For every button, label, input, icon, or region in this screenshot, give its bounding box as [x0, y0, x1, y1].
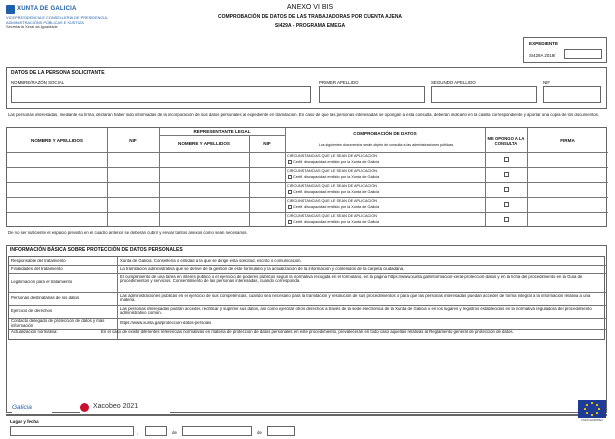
org-line3: Secretaría Xeral da Igualdade: [6, 24, 58, 29]
row-check-checkbox[interactable]: [288, 160, 292, 164]
table-row: [7, 197, 608, 212]
name-label: NOMBRE/RAZÓN SOCIAL: [11, 80, 65, 85]
nif-input[interactable]: [543, 86, 601, 103]
table-row: [7, 182, 608, 197]
row-check-line1: CIRCUNSTANCIAS QUE LE SEAN DE APLICACIÓN: [287, 199, 378, 203]
privacy-row-value: Las administraciones públicas en el ejercicio de sus competencias, cuando sea necesario para la tramitación y resolución de sus procedimientos o para que las personas interesadas puedan acceder de forma integral a la información relativa a una materia.: [120, 293, 591, 303]
signature-section: [6, 414, 607, 416]
org-name: XUNTA DE GALICIA: [17, 6, 77, 12]
privacy-row-label: Actualización normativa:: [11, 330, 58, 334]
privacy-row-label: Ejercicio de derechos: [11, 309, 53, 313]
page-subtitle: SI429A - PROGRAMA EMEGA: [274, 23, 346, 29]
oppose-checkbox[interactable]: [504, 157, 509, 162]
year-input[interactable]: [267, 426, 295, 436]
privacy-row-value: El cumplimiento de una tarea en interés público o el ejercicio de poderes públicos según la normativa recogida en el formulario, en la página https://www.xunta.gal/informacion-xeral-proteccion-datos y en la ficha del procedimiento en la Guía de procedimientos y servicios. Consentimiento de las personas interesadas, cuando corresponda.: [120, 274, 583, 284]
row-check-line1: CIRCUNSTANCIAS QUE LE SEAN DE APLICACIÓN: [287, 154, 378, 158]
privacy-row-value: Xunta de Galicia. Consellería o entidad a la que se dirige esta solicitud, escrito o comunicación.: [120, 258, 302, 263]
row-check-line1: CIRCUNSTANCIAS QUE LE SEAN DE APLICACIÓN: [287, 184, 378, 188]
eu-star-icon: [591, 414, 593, 416]
applicant-section-title: DATOS DE LA PERSONA SOLICITANTE: [11, 70, 105, 76]
table-row: [7, 212, 608, 227]
comma: ,: [137, 430, 139, 435]
day-input[interactable]: [145, 426, 167, 436]
col-rep-header: REPRESENTANTE LEGAL: [193, 129, 251, 134]
col-check-header: COMPROBACIÓN DE DATOS: [353, 131, 417, 136]
de-label-2: de: [257, 430, 262, 435]
org-line2: ADMINISTRACIÓNS PÚBLICAS E XUSTIZA: [6, 19, 84, 25]
org-line1: VICEPRESIDENCIA E CONSELLERÍA DE PRESIDENCIA,: [6, 15, 109, 20]
col-sign-header: FIRMA: [560, 138, 575, 143]
row-check-checkbox[interactable]: [288, 175, 292, 179]
eu-star-icon: [598, 408, 600, 410]
expediente-label: EXPEDIENTE: [529, 41, 559, 46]
expediente-input[interactable]: [564, 49, 602, 59]
oppose-checkbox[interactable]: [504, 187, 509, 192]
xunta-shield-icon: [6, 5, 15, 14]
col-oppose-header: ME OPONGO A LA CONSULTA: [487, 136, 525, 146]
privacy-row-label: Finalidades del tratamiento: [11, 266, 63, 271]
row-check-line2: Certif. discapacidad emitido por la Xunta de Galicia: [293, 159, 380, 164]
privacy-row-label: Responsable del tratamiento: [11, 258, 66, 263]
eu-caption: UNIÓN EUROPEA: [581, 419, 603, 422]
table-footnote: De no ser suficiente el espacio previsto en el cuadro anterior se deberán cubrir y enviar tantos anexos como sean necesarios.: [8, 231, 248, 235]
xunta-logo: [6, 5, 109, 29]
surname1-label: PRIMER APELLIDO: [319, 80, 359, 85]
eu-star-icon: [586, 412, 588, 414]
eu-star-icon: [596, 404, 598, 406]
eu-star-icon: [591, 402, 593, 404]
row-check-line2: Certif. discapacidad emitido por la Xunta de Galicia: [293, 204, 380, 209]
expediente-code: SI429A 2019/: [529, 53, 556, 58]
col-check-subheader: Los siguientes documentos serán objeto de consulta a las administraciones públicas: [318, 143, 454, 147]
row-check-line1: CIRCUNSTANCIAS QUE LE SEAN DE APLICACIÓN: [287, 169, 378, 173]
oppose-checkbox[interactable]: [504, 202, 509, 207]
table-row: [7, 167, 608, 182]
galicia-wordmark: Galicia: [12, 404, 32, 411]
row-check-checkbox[interactable]: [288, 190, 292, 194]
privacy-title: INFORMACIÓN BÁSICA SOBRE PROTECCIÓN DE DATOS PERSONALES: [10, 247, 183, 253]
surname1-input[interactable]: [319, 86, 425, 103]
eu-star-icon: [596, 412, 598, 414]
row-check-line2: Certif. discapacidad emitido por la Xunta de Galicia: [293, 174, 380, 179]
privacy-table: [8, 256, 605, 340]
row-check-line1: CIRCUNSTANCIAS QUE LE SEAN DE APLICACIÓN: [287, 214, 378, 218]
month-input[interactable]: [182, 426, 252, 436]
col-rep-name-header: NOMBRE Y APELLIDOS: [178, 141, 230, 146]
row-check-line2: Certif. discapacidad emitido por la Xunta de Galicia: [293, 189, 380, 194]
col-rep-nif-header: NIF: [263, 141, 271, 146]
privacy-row-value: https://www.xunta.gal/proteccion-datos-persoais: [120, 320, 212, 325]
xacobeo-logo: [80, 402, 170, 414]
xacobeo-wordmark: Xacobeo 2021: [93, 403, 139, 410]
annex-label: ANEXO VI BIS: [286, 4, 334, 11]
nif-label: NIF: [543, 80, 551, 85]
privacy-row-value: Las personas interesadas podrán acceder, rectificar y suprimir sus datos, así como ejercitar otros derechos a través de la sede electrónica de la Xunta de Galicia o en los lugares y registros establecidos en la normativa reguladora del procedimiento administrativo común.: [120, 306, 592, 316]
applicant-section: [6, 67, 607, 109]
de-label-1: de: [172, 430, 177, 435]
privacy-row-value: En el caso de existir diferentes referencias normativas en materia de protección de datos personales en este procedimiento, prevalecerán en todo caso aquellas relativas al Reglamento general de protección de datos.: [101, 330, 514, 334]
name-input[interactable]: [11, 86, 311, 103]
consult-table: [6, 127, 607, 227]
privacy-row-label: Personas destinatarias de los datos: [11, 296, 80, 300]
col-nif-header: NIF: [129, 138, 137, 143]
privacy-row-label: Legitimación para el tratamiento: [11, 280, 73, 284]
galicia-logo: [12, 404, 52, 414]
xacobeo-icon: [80, 403, 89, 412]
table-row: [7, 152, 608, 167]
expediente-box: [523, 37, 607, 63]
place-input[interactable]: [10, 426, 134, 436]
page-title: COMPROBACIÓN DE DATOS DE LAS TRABAJADORAS POR CUENTA AJENA: [217, 14, 403, 20]
eu-star-icon: [584, 408, 586, 410]
surname2-label: SEGUNDO APELLIDO: [431, 80, 476, 85]
intro-text: Las personas interesadas, mediante su firma, declaran haber sido informadas de la incorporación de sus datos personales al expediente en tramitación. En caso de que las personas interesadas se opongan a esta consulta, deberán indicarlo en la casilla correspondiente y aportar una copia de los documentos.: [8, 113, 599, 117]
col-name-header: NOMBRE Y APELLIDOS: [31, 138, 83, 143]
row-check-checkbox[interactable]: [288, 205, 292, 209]
row-check-checkbox[interactable]: [288, 220, 292, 224]
eu-star-icon: [586, 404, 588, 406]
oppose-checkbox[interactable]: [504, 172, 509, 177]
privacy-row-label: Contacto delegado de protección de datos y más información: [11, 319, 105, 328]
row-check-line2: Certif. discapacidad emitido por la Xunta de Galicia: [293, 219, 380, 224]
place-date-label: Lugar y fecha: [10, 419, 39, 424]
privacy-row-value: La tramitación administrativa que se derive de la gestión de este formulario y la actualización de la información y contenidos de la carpeta ciudadana.: [120, 266, 405, 271]
oppose-checkbox[interactable]: [504, 217, 509, 222]
eu-flag: [578, 400, 606, 418]
surname2-input[interactable]: [431, 86, 537, 103]
